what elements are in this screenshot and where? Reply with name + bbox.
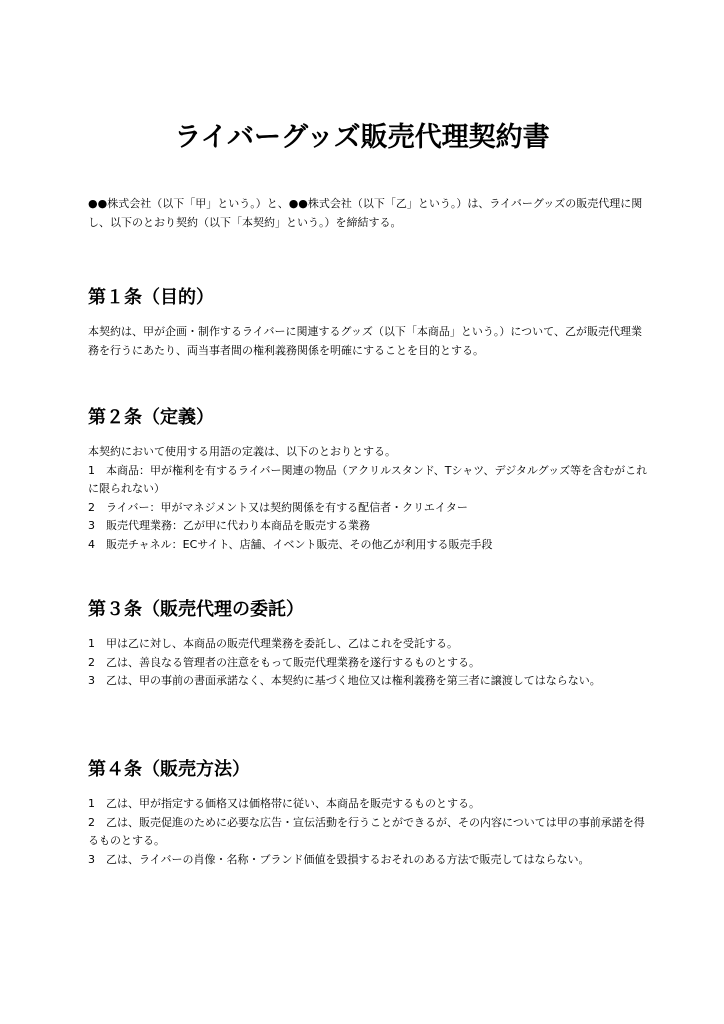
article-1-heading: 第１条（目的） — [88, 287, 214, 308]
article-4-heading: 第４条（販売方法） — [88, 759, 250, 780]
article-3-item-1: 1 甲は乙に対し、本商品の販売代理業務を委託し、乙はこれを受託する。 — [88, 637, 458, 650]
article-3 — [88, 598, 648, 691]
article-2-item-2: 2 ライバー：甲がマネジメント又は契約関係を有する配信者・クリエイター — [88, 500, 468, 514]
article-3-item-2: 2 乙は、善良なる管理者の注意をもって販売代理業務を遂行するものとする。 — [88, 655, 480, 669]
article-2-item-3: 3 販売代理業務：乙が甲に代わり本商品を販売する業務 — [88, 519, 370, 532]
article-1 — [88, 286, 648, 360]
article-2-item-4: 4 販売チャネル：ECサイト、店舗、イベント販売、その他乙が利用する販売手段 — [88, 537, 493, 551]
article-4-item-1: 1 乙は、甲が指定する価格又は価格帯に従い、本商品を販売するものとする。 — [88, 797, 480, 810]
article-2 — [88, 406, 648, 554]
article-1-text: 本契約は、甲が企画・制作するライバーに関連するグッズ（以下「本商品」という。）について、乙が販売代理業務を行うにあたり、両当事者間の権利義務関係を明確にすることを目的とする。 — [88, 325, 642, 357]
article-2-heading: 第２条（定義） — [88, 407, 214, 428]
article-4-item-3: 3 乙は、ライバーの肖像・名称・ブランド価値を毀損するおそれのある方法で販売してはならない。 — [88, 852, 590, 866]
article-3-item-3: 3 乙は、甲の事前の書面承諾なく、本契約に基づく地位又は権利義務を第三者に譲渡してはならない。 — [88, 674, 601, 687]
article-4 — [88, 758, 648, 869]
article-2-item-1: 1 本商品：甲が権利を有するライバー関連の物品（アクリルスタンド、Tシャツ、デジタルグッズ等を含むがこれに限られない） — [88, 463, 648, 495]
article-2-intro: 本契約において使用する用語の定義は、以下のとおりとする。 — [88, 445, 396, 458]
preamble: ●●株式会社（以下「甲」という。）と、●●株式会社（以下「乙」という。）は、ライバーグッズの販売代理に関し、以下のとおり契約（以下「本契約」という。）を締結する。 — [88, 197, 643, 229]
document-title: ライバーグッズ販売代理契約書 — [174, 122, 550, 153]
article-3-heading: 第３条（販売代理の委託） — [88, 599, 304, 620]
article-4-item-2: 2 乙は、販売促進のために必要な広告・宣伝活動を行うことができるが、その内容については甲の事前承諾を得るものとする。 — [88, 815, 645, 847]
